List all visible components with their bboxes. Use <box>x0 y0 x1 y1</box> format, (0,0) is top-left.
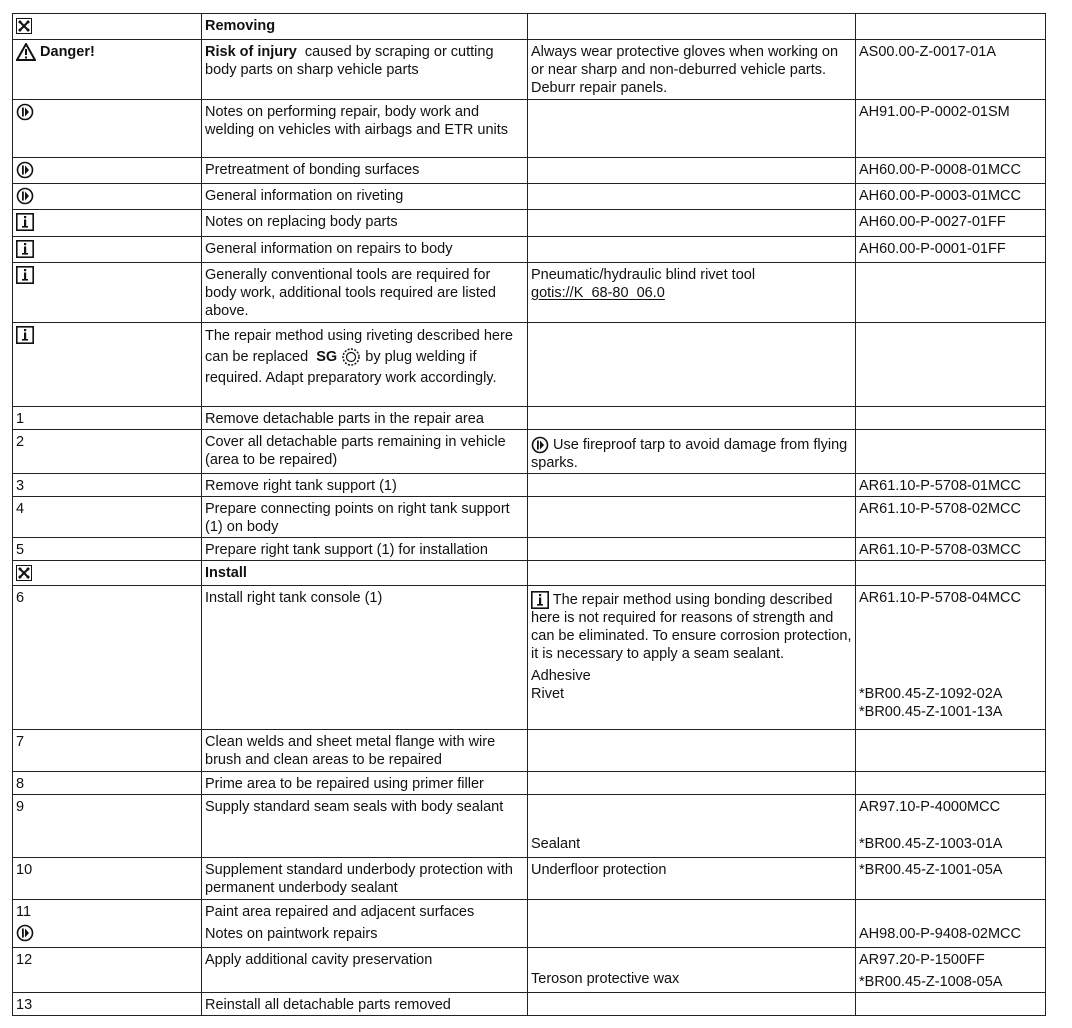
step-number: 5 <box>13 538 202 561</box>
step-number: 10 <box>13 858 202 900</box>
table-row <box>13 772 1046 795</box>
notes-cell <box>528 948 856 993</box>
bonding-note: The repair method using bonding described here is not required for reasons of strength and can be eliminated. To ensure corrosion protection, it is necessary to apply a seam sealant. <box>531 592 852 663</box>
notes-cell <box>528 430 856 474</box>
description-cell <box>202 900 528 948</box>
description-cell: Notes on performing repair, body work and welding on vehicles with airbags and ETR units <box>202 100 528 158</box>
reference-cell <box>856 586 1046 730</box>
description-cell: Generally conventional tools are required for body work, additional tools required are listed above. <box>202 263 528 323</box>
step-cell <box>13 323 202 407</box>
table-row <box>13 323 1046 407</box>
notes-cell <box>528 323 856 407</box>
table-row <box>13 900 1046 948</box>
notes-cell <box>528 210 856 237</box>
sg-label: SG <box>316 349 338 365</box>
description-cell: Pretreatment of bonding surfaces <box>202 158 528 184</box>
note-icon <box>531 436 549 454</box>
notes-cell <box>528 561 856 586</box>
description-cell <box>202 323 528 407</box>
reference-link[interactable]: AH60.00-P-0003-01MCC <box>856 184 1046 210</box>
table-row <box>13 561 1046 586</box>
material-wax: Teroson protective wax <box>531 971 680 988</box>
notes-cell <box>528 184 856 210</box>
step-cell <box>13 237 202 263</box>
notes-cell: Always wear protective gloves when working on or near sharp and non-deburred vehicle parts. Deburr repair panels. <box>528 40 856 100</box>
risk-detail: caused by scraping or cutting body parts on sharp vehicle parts <box>205 44 494 78</box>
notes-cell <box>528 993 856 1016</box>
reference-link[interactable]: AH91.00-P-0002-01SM <box>856 100 1046 158</box>
warning-icon <box>16 43 36 61</box>
reference-cell <box>856 323 1046 407</box>
reference-link[interactable]: *BR00.45-Z-1008-05A <box>859 974 1003 991</box>
reference-cell <box>856 730 1046 772</box>
step-number: 1 <box>13 407 202 430</box>
notes-cell <box>528 474 856 497</box>
material-adhesive: Adhesive <box>531 668 591 685</box>
description-cell: Install right tank console (1) <box>202 586 528 730</box>
notes-cell <box>528 263 856 323</box>
step-number: 12 <box>13 948 202 993</box>
section-heading-install: Install <box>202 561 528 586</box>
table-row <box>13 100 1046 158</box>
step-cell <box>13 158 202 184</box>
description-cell: Remove right tank support (1) <box>202 474 528 497</box>
section-heading-removing: Removing <box>202 14 528 40</box>
table-row <box>13 263 1046 323</box>
description-cell: General information on riveting <box>202 184 528 210</box>
reference-cell <box>856 561 1046 586</box>
description-cell: Prepare connecting points on right tank support (1) on body <box>202 497 528 538</box>
table-row <box>13 237 1046 263</box>
reference-link[interactable]: AR97.10-P-4000MCC <box>859 799 1001 816</box>
table-row <box>13 858 1046 900</box>
info-icon <box>16 213 34 231</box>
description-cell: Clean welds and sheet metal flange with wire brush and clean areas to be repaired <box>202 730 528 772</box>
step-number: 8 <box>13 772 202 795</box>
reference-link[interactable]: AH98.00-P-9408-02MCC <box>859 926 1021 943</box>
table-row <box>13 210 1046 237</box>
danger-cell <box>13 40 202 100</box>
table-row <box>13 586 1046 730</box>
reference-link[interactable]: AR61.10-P-5708-01MCC <box>856 474 1046 497</box>
paint-step: Paint area repaired and adjacent surfaces <box>205 904 475 921</box>
reference-link[interactable]: AS00.00-Z-0017-01A <box>856 40 1046 100</box>
step-number: 13 <box>13 993 202 1016</box>
description-cell: Prime area to be repaired using primer filler <box>202 772 528 795</box>
note-icon <box>16 161 34 179</box>
danger-label: Danger! <box>40 44 95 60</box>
table-row <box>13 40 1046 100</box>
reference-link[interactable]: AH60.00-P-0027-01FF <box>856 210 1046 237</box>
description-cell <box>202 40 528 100</box>
reference-cell <box>856 263 1046 323</box>
step-cell <box>13 263 202 323</box>
description-cell: Supplement standard underbody protection with permanent underbody sealant <box>202 858 528 900</box>
spanner-icon <box>16 18 32 34</box>
reference-cell <box>856 772 1046 795</box>
notes-cell <box>528 407 856 430</box>
reference-link[interactable]: AR61.10-P-5708-03MCC <box>856 538 1046 561</box>
step-number: 6 <box>13 586 202 730</box>
tool-link[interactable]: gotis://K_68-80_06.0 <box>531 285 665 301</box>
info-icon <box>531 591 549 609</box>
reference-link[interactable]: AH60.00-P-0001-01FF <box>856 237 1046 263</box>
reference-cell <box>856 948 1046 993</box>
table-row <box>13 948 1046 993</box>
description-cell: Notes on replacing body parts <box>202 210 528 237</box>
reference-link[interactable]: *BR00.45-Z-1092-02A <box>859 686 1003 703</box>
description-cell: Cover all detachable parts remaining in vehicle (area to be repaired) <box>202 430 528 474</box>
reference-link[interactable]: AR61.10-P-5708-02MCC <box>856 497 1046 538</box>
table-row <box>13 474 1046 497</box>
table-row <box>13 407 1046 430</box>
paint-note: Notes on paintwork repairs <box>205 926 378 943</box>
reference-cell <box>856 993 1046 1016</box>
info-icon <box>16 326 34 344</box>
reference-link[interactable]: *BR00.45-Z-1003-01A <box>859 836 1003 853</box>
spanner-icon <box>16 565 32 581</box>
table-row <box>13 430 1046 474</box>
table-row <box>13 497 1046 538</box>
table-row <box>13 730 1046 772</box>
step-cell <box>13 14 202 40</box>
step-number: 9 <box>13 795 202 858</box>
material-underfloor: Underfloor protection <box>528 858 856 900</box>
material-rivet: Rivet <box>531 686 565 703</box>
riveting-note-end: by plug welding if required. Adapt preparatory work accordingly. <box>205 349 497 386</box>
step-number: 11 <box>16 904 32 921</box>
note-icon <box>16 924 34 942</box>
step-cell <box>13 100 202 158</box>
riveting-note-start: The repair method using riveting described here can be replaced <box>205 328 513 365</box>
step-cell <box>13 561 202 586</box>
reference-cell <box>856 430 1046 474</box>
table-row <box>13 993 1046 1016</box>
reference-cell <box>856 407 1046 430</box>
repair-procedure-table <box>12 13 1046 1016</box>
notes-cell <box>528 100 856 158</box>
reference-cell <box>856 795 1046 858</box>
tool-name: Pneumatic/hydraulic blind rivet tool <box>531 267 756 283</box>
notes-cell <box>528 586 856 730</box>
notes-cell <box>528 237 856 263</box>
reference-link[interactable]: AH60.00-P-0008-01MCC <box>856 158 1046 184</box>
table-row <box>13 158 1046 184</box>
reference-link[interactable]: AR61.10-P-5708-04MCC <box>859 590 1021 607</box>
step-cell <box>13 184 202 210</box>
table-row <box>13 538 1046 561</box>
reference-link[interactable]: *BR00.45-Z-1001-05A <box>856 858 1046 900</box>
step-number: 3 <box>13 474 202 497</box>
fireproof-note: Use fireproof tarp to avoid damage from flying sparks. <box>531 437 848 472</box>
description-cell: Apply additional cavity preservation <box>202 948 528 993</box>
step-number: 7 <box>13 730 202 772</box>
spot-weld-icon <box>341 347 361 367</box>
notes-cell <box>528 730 856 772</box>
note-icon <box>16 103 34 121</box>
reference-cell <box>856 900 1046 948</box>
notes-cell <box>528 158 856 184</box>
material-sealant: Sealant <box>531 836 581 853</box>
notes-cell <box>528 14 856 40</box>
table-row <box>13 14 1046 40</box>
step-cell <box>13 210 202 237</box>
info-icon <box>16 240 34 258</box>
notes-cell <box>528 772 856 795</box>
step-number: 4 <box>13 497 202 538</box>
reference-cell <box>856 14 1046 40</box>
notes-cell <box>528 497 856 538</box>
description-cell: Supply standard seam seals with body sealant <box>202 795 528 858</box>
notes-cell <box>528 538 856 561</box>
step-cell <box>13 900 202 948</box>
note-icon <box>16 187 34 205</box>
description-cell: Reinstall all detachable parts removed <box>202 993 528 1016</box>
notes-cell <box>528 900 856 948</box>
description-cell: Prepare right tank support (1) for installation <box>202 538 528 561</box>
risk-title: Risk of injury <box>205 44 297 60</box>
info-icon <box>16 266 34 284</box>
description-cell: Remove detachable parts in the repair area <box>202 407 528 430</box>
table-row <box>13 184 1046 210</box>
description-cell: General information on repairs to body <box>202 237 528 263</box>
reference-link[interactable]: *BR00.45-Z-1001-13A <box>859 704 1003 721</box>
table-row <box>13 795 1046 858</box>
notes-cell <box>528 795 856 858</box>
step-number: 2 <box>13 430 202 474</box>
reference-link[interactable]: AR97.20-P-1500FF <box>859 952 985 969</box>
